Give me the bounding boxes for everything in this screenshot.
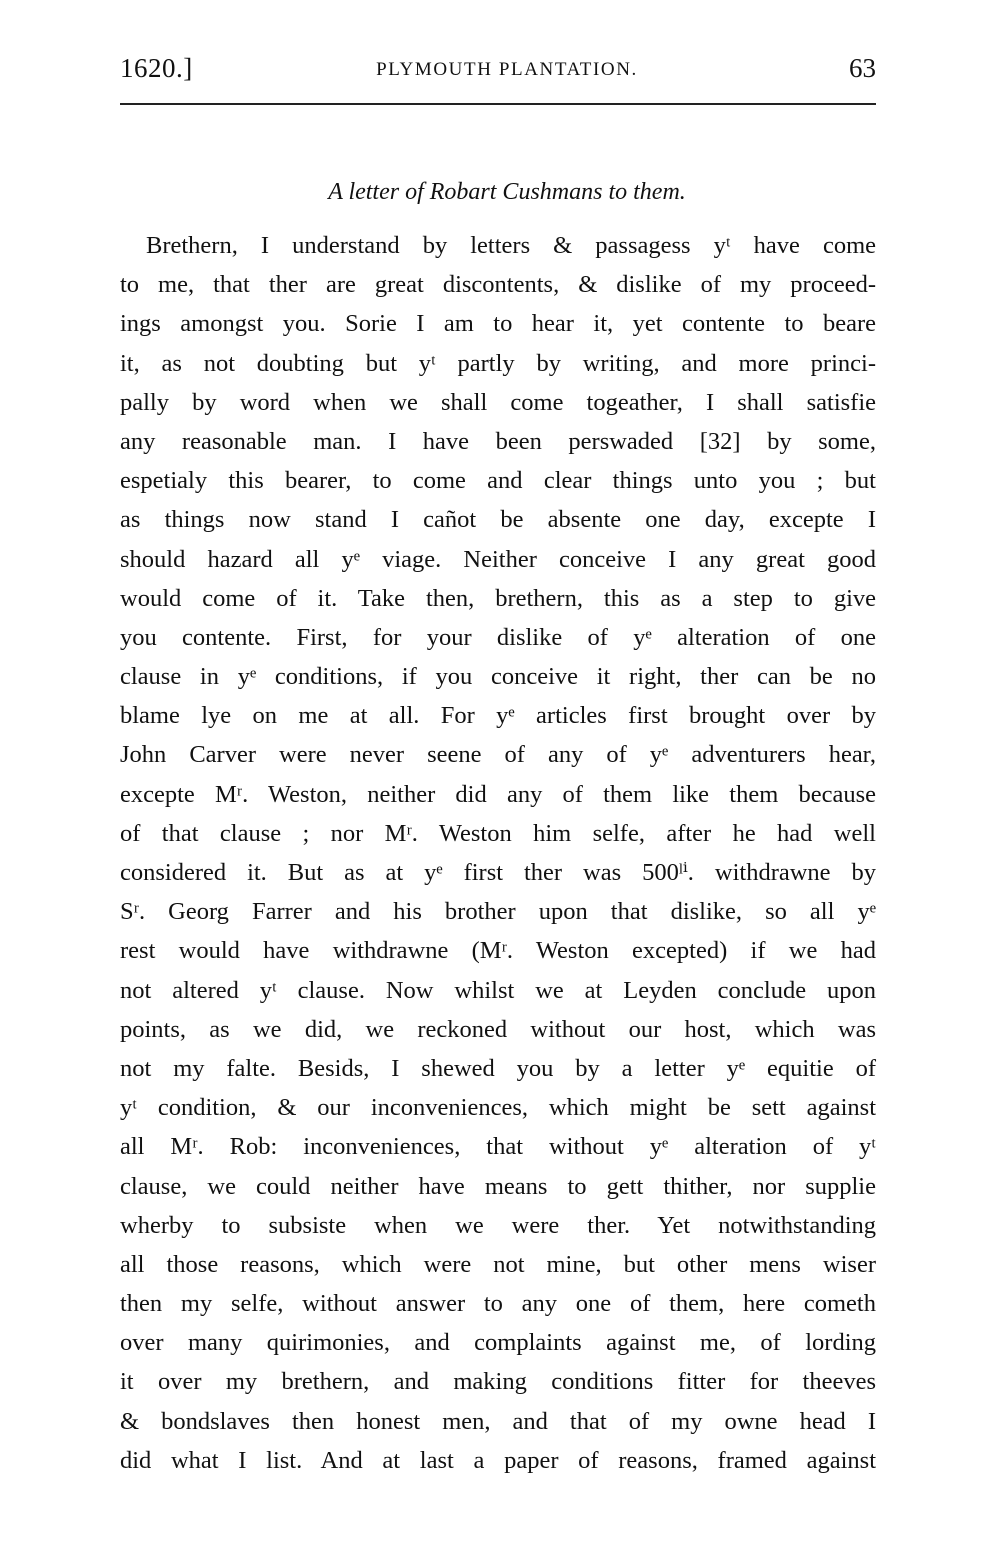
text-line: & bondslaves then honest men, and that of my owne head I — [120, 1407, 876, 1435]
text-line: then my selfe, without answer to any one of them, here cometh — [120, 1290, 876, 1318]
running-head — [120, 50, 876, 86]
letter-title: A letter of Robart Cushmans to them. — [328, 179, 686, 205]
text-line: Brethern, I understand by letters & passagess yᵗ have come — [146, 232, 876, 259]
header-rule-divider — [120, 103, 876, 105]
text-line: clause in yᵉ conditions, if you conceive it right, ther can be no — [120, 663, 876, 691]
text-line: all Mʳ. Rob: inconveniences, that without yᵉ alteration of yᵗ — [120, 1133, 876, 1161]
text-line: all those reasons, which were not mine, but other mens wiser — [120, 1250, 876, 1278]
text-line: considered it. But as at yᵉ first ther was 500ˡⁱ. withdrawne by — [120, 859, 876, 886]
text-line: John Carver were never seene of any of yᵉ adventurers hear, — [120, 741, 876, 769]
text-line: wherby to subsiste when we were ther. Yet notwithstanding — [120, 1211, 876, 1239]
letter-body — [120, 226, 876, 1480]
text-line: over many quirimonies, and complaints against me, of lording — [120, 1329, 876, 1357]
text-line: points, as we did, we reckoned without our host, which was — [120, 1015, 876, 1043]
text-line: clause, we could neither have means to gett thither, nor supplie — [120, 1172, 876, 1200]
header-running-title: PLYMOUTH PLANTATION. — [376, 59, 638, 80]
text-line: excepte Mʳ. Weston, neither did any of them like them because — [120, 780, 876, 808]
text-line: of that clause ; nor Mʳ. Weston him selfe, after he had well — [120, 819, 876, 847]
text-line: you contente. First, for your dislike of yᵉ alteration of one — [120, 623, 876, 651]
header-year: 1620.] — [120, 53, 193, 83]
text-line: Sʳ. Georg Farrer and his brother upon that dislike, so all yᵉ — [120, 898, 876, 926]
text-line: blame lye on me at all. For yᵉ articles first brought over by — [120, 702, 876, 730]
text-line: would come of it. Take then, brethern, this as a step to give — [120, 584, 876, 612]
text-line: rest would have withdrawne (Mʳ. Weston excepted) if we had — [120, 937, 876, 965]
text-line: it over my brethern, and making conditions fitter for theeves — [120, 1368, 876, 1396]
text-line: as things now stand I cañot be absente one day, excepte I — [120, 506, 876, 534]
text-line: did what I list. And at last a paper of reasons, framed against — [120, 1446, 876, 1474]
text-line: yᵗ condition, & our inconveniences, which might be sett against — [120, 1094, 876, 1122]
page-number: 63 — [849, 53, 876, 83]
text-line: any reasonable man. I have been perswaded [32] by some, — [120, 427, 876, 455]
text-line: should hazard all yᵉ viage. Neither conceive I any great good — [120, 545, 876, 573]
text-line: not my falte. Besids, I shewed you by a letter yᵉ equitie of — [120, 1054, 876, 1082]
text-line: not altered yᵗ clause. Now whilst we at Leyden conclude upon — [120, 976, 876, 1004]
text-line: espetialy this bearer, to come and clear things unto you ; but — [120, 467, 876, 495]
text-line: ings amongst you. Sorie I am to hear it, yet contente to beare — [120, 310, 876, 338]
text-line: to me, that ther are great discontents, & dislike of my proceed- — [120, 271, 876, 299]
text-line: pally by word when we shall come togeather, I shall satisfie — [120, 388, 876, 416]
text-line: it, as not doubting but yᵗ partly by writing, and more princi- — [120, 349, 876, 377]
